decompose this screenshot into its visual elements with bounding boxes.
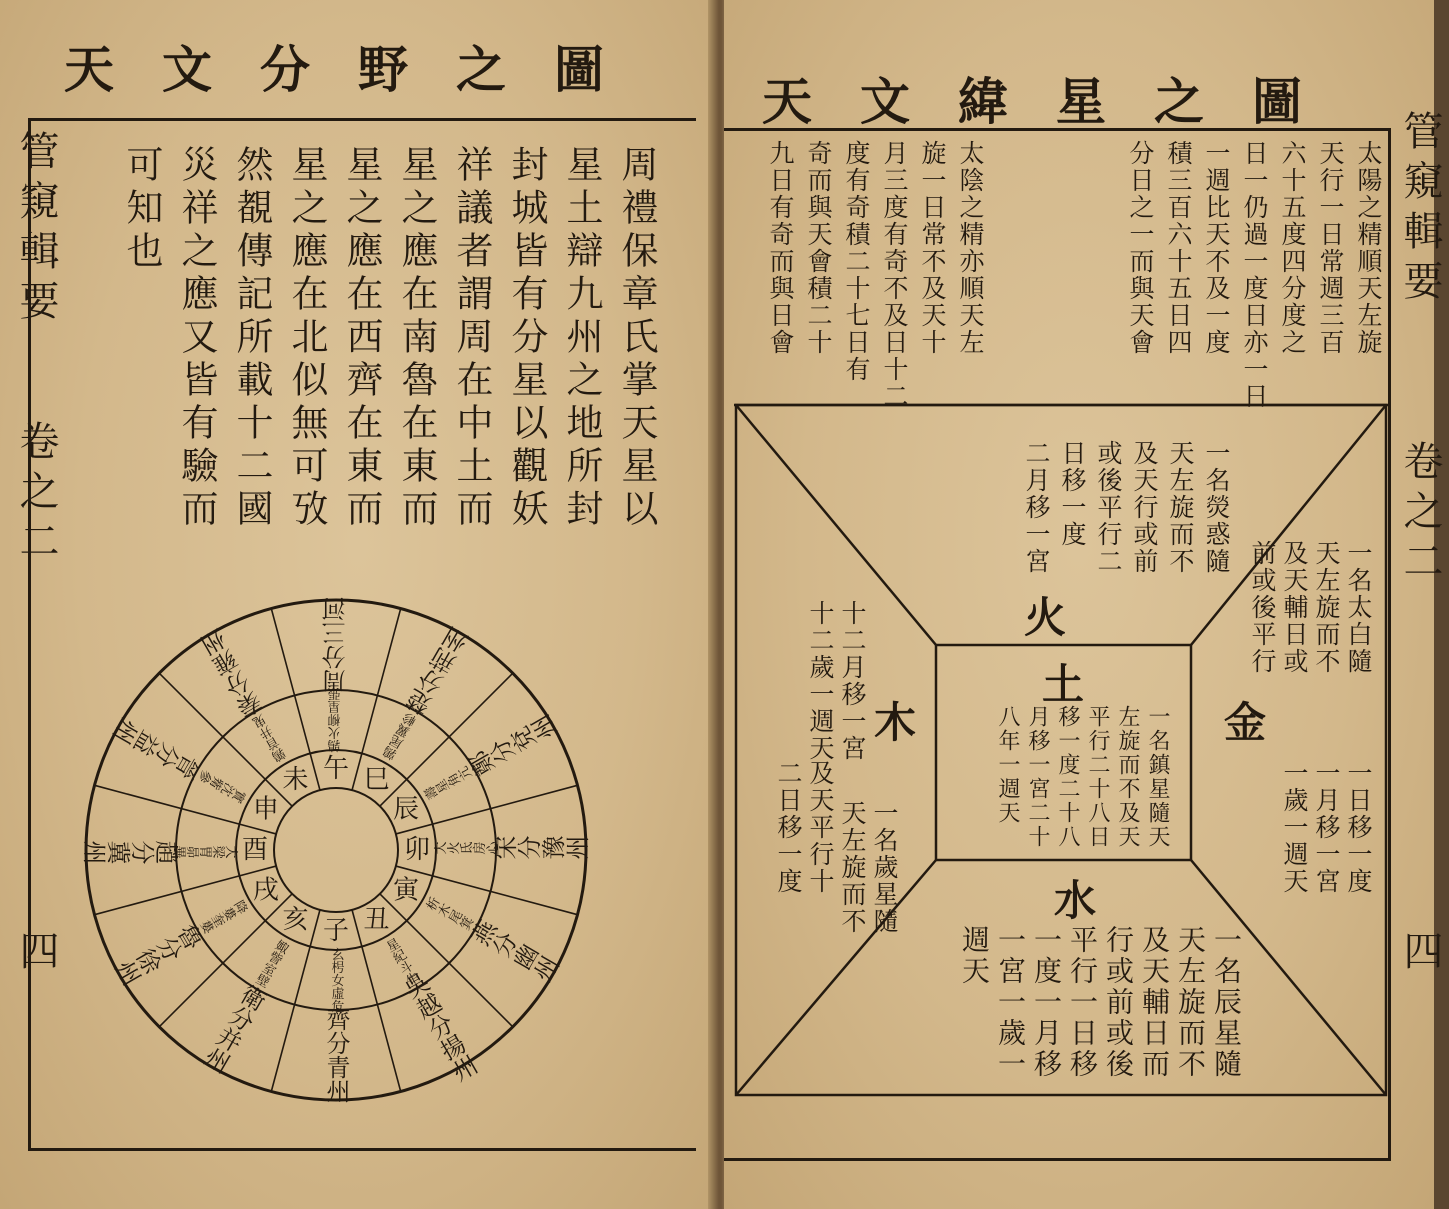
wheel-branch-label: 申 bbox=[252, 794, 279, 825]
wheel-station-label: 玄枵女虛危 bbox=[328, 947, 344, 1013]
wheel-state-label: 秦分雍州 bbox=[197, 623, 270, 722]
wheel-station-label: 大梁胃昴畢 bbox=[173, 842, 239, 858]
wheel-state-label: 魯分徐州 bbox=[109, 916, 208, 989]
wheel-station-label: 娵訾室壁 bbox=[251, 936, 291, 989]
wheel-station-label: 鶉尾翼軫 bbox=[381, 711, 421, 764]
earth-col-4: 移一度二十八 bbox=[1055, 705, 1080, 849]
left-spine-page-number: 四 bbox=[13, 930, 59, 980]
wheel-station-label: 鶉火柳星張 bbox=[328, 687, 344, 753]
wheel-state-label: 燕分幽州 bbox=[464, 916, 563, 989]
sun-col-4: 日一仍過一度日亦一日 bbox=[1240, 140, 1269, 410]
wood-col-5: 十二月移一宮 bbox=[838, 600, 867, 762]
left-text-col-10: 可知也 bbox=[120, 145, 163, 274]
wheel-station-label: 降婁奎婁 bbox=[197, 895, 250, 935]
wood-col-6: 十二歲一週天 bbox=[806, 600, 835, 762]
sun-col-2: 天行一日常週三百 bbox=[1316, 140, 1345, 356]
planet-metal-label: 金 bbox=[1224, 698, 1267, 747]
left-spine-volume: 卷之二 bbox=[13, 420, 59, 570]
wheel-state-label: 周分三河 bbox=[322, 597, 350, 693]
fire-col-2: 天左旋而不 bbox=[1166, 440, 1195, 575]
sun-col-6: 積三百六十五日四 bbox=[1164, 140, 1193, 356]
planet-wood-label: 木 bbox=[874, 698, 917, 747]
sun-col-1: 太陽之精順天左旋 bbox=[1354, 140, 1383, 356]
wheel-branch-label: 午 bbox=[322, 754, 350, 784]
planet-fire-label: 火 bbox=[1024, 593, 1067, 642]
fire-col-4: 或後平行二 bbox=[1094, 440, 1123, 575]
wheel-station-label: 析木尾箕 bbox=[422, 895, 475, 935]
moon-col-3: 月三度有奇不及日十二 bbox=[880, 140, 909, 410]
sun-col-5: 一週比天不及一度 bbox=[1202, 140, 1231, 356]
wheel-branch-label: 丑 bbox=[363, 905, 390, 936]
wheel-branch-label: 酉 bbox=[241, 835, 269, 865]
wheel-station-label: 鶉首井鬼 bbox=[251, 711, 291, 764]
earth-col-3: 平行二十八日 bbox=[1085, 705, 1110, 849]
wheel-state-label: 齊分青州 bbox=[322, 1007, 350, 1103]
water-col-4: 行或前或後 bbox=[1102, 925, 1135, 1080]
planet-earth-label: 土 bbox=[1042, 660, 1085, 709]
metal-col-3: 及天輔日或 bbox=[1280, 540, 1309, 675]
earth-col-5: 月移一宮二十 bbox=[1025, 705, 1050, 849]
metal-col-5: 一日移一度 bbox=[1344, 760, 1373, 895]
right-page bbox=[724, 0, 1443, 1209]
wheel-branch-label: 卯 bbox=[403, 835, 431, 865]
earth-col-1: 一名鎮星隨天 bbox=[1145, 705, 1170, 849]
fire-col-5: 日移一度 bbox=[1058, 440, 1087, 548]
earth-col-2: 左旋而不及天 bbox=[1115, 705, 1140, 849]
wood-col-1: 一名歲星隨 bbox=[870, 800, 899, 935]
wood-col-2: 天左旋而不 bbox=[838, 800, 867, 935]
left-text-col-5: 星之應在南魯在東而 bbox=[395, 145, 438, 532]
left-text-col-4: 祥議者謂周在中土而 bbox=[450, 145, 493, 532]
wheel-state-label: 吳越分揚州 bbox=[396, 968, 481, 1087]
water-col-2: 天左旋而不 bbox=[1174, 925, 1207, 1080]
left-spine-book-title: 管窺輯要 bbox=[13, 130, 59, 330]
left-text-col-9: 災祥之應又皆有驗而 bbox=[175, 145, 218, 532]
moon-col-5: 奇而與天會積二十 bbox=[804, 140, 833, 356]
wheel-state-label: 趙分冀州 bbox=[83, 836, 179, 864]
fire-col-6: 二月移一宮 bbox=[1022, 440, 1051, 575]
left-text-col-7: 星之應在北似無可攷 bbox=[285, 145, 328, 532]
moon-col-6: 九日有奇而與日會 bbox=[766, 140, 795, 356]
fire-col-1: 一名熒惑隨 bbox=[1202, 440, 1231, 575]
wheel-station-label: 星紀斗牛 bbox=[381, 936, 421, 989]
left-page bbox=[0, 0, 716, 1209]
fire-col-3: 及天行或前 bbox=[1130, 440, 1159, 575]
metal-col-4: 前或後平行 bbox=[1248, 540, 1277, 675]
water-col-7: 一宮一歲一 bbox=[994, 925, 1027, 1080]
wheel-state-label: 宋分豫州 bbox=[493, 836, 589, 864]
wood-col-4: 二日移一度 bbox=[774, 760, 803, 895]
right-spine-book-title: 管窺輯要 bbox=[1397, 110, 1443, 310]
left-text-col-1: 周禮保章氏掌天星以 bbox=[615, 145, 658, 532]
wheel-branch-label: 子 bbox=[322, 916, 350, 946]
wheel-station-label: 實沈觜參 bbox=[197, 765, 250, 805]
left-page-title: 天文分野之圖 bbox=[64, 40, 652, 99]
wood-col-3: 及天平行十 bbox=[806, 760, 835, 895]
right-spine-volume: 卷之二 bbox=[1397, 440, 1443, 590]
left-text-col-3: 封城皆有分星以觀妖 bbox=[505, 145, 548, 532]
metal-col-6: 一月移一宮 bbox=[1312, 760, 1341, 895]
wheel-station-label: 大火氐房心 bbox=[433, 842, 499, 858]
right-spine-page-number: 四 bbox=[1397, 930, 1443, 980]
metal-col-2: 天左旋而不 bbox=[1312, 540, 1341, 675]
wheel-branch-label: 辰 bbox=[393, 794, 420, 825]
water-col-1: 一名辰星隨 bbox=[1210, 925, 1243, 1080]
wheel-state-label: 晉分益州 bbox=[109, 711, 208, 784]
left-text-col-6: 星之應在西齊在東而 bbox=[340, 145, 383, 532]
wheel-branch-label: 巳 bbox=[363, 764, 390, 795]
field-allocation-wheel bbox=[0, 0, 716, 1209]
moon-col-1: 太陰之精亦順天左 bbox=[956, 140, 985, 356]
sun-col-3: 六十五度四分度之 bbox=[1278, 140, 1307, 356]
moon-col-4: 度有奇積二十七日有 bbox=[842, 140, 871, 383]
water-col-6: 一度一月移 bbox=[1030, 925, 1063, 1080]
wheel-branch-label: 亥 bbox=[282, 905, 309, 936]
wheel-branch-label: 戌 bbox=[252, 875, 279, 906]
wheel-state-label: 鄭分兗州 bbox=[464, 711, 563, 784]
moon-col-2: 旋一日常不及天十 bbox=[918, 140, 947, 356]
earth-col-6: 八年一週天 bbox=[995, 705, 1020, 825]
left-text-col-2: 星土辯九州之地所封 bbox=[560, 145, 603, 532]
metal-col-1: 一名太白隨 bbox=[1344, 540, 1373, 675]
metal-col-7: 一歲一週天 bbox=[1280, 760, 1309, 895]
water-col-3: 及天輔日而 bbox=[1138, 925, 1171, 1080]
sun-col-7: 分日之一而與天會 bbox=[1126, 140, 1155, 356]
wheel-station-label: 壽星角亢 bbox=[422, 765, 475, 805]
left-text-col-8: 然覩傳記所載十二國 bbox=[230, 145, 273, 532]
wheel-state-label: 楚分荊州 bbox=[402, 623, 475, 722]
wheel-branch-label: 寅 bbox=[393, 875, 420, 906]
wheel-ring bbox=[274, 788, 398, 912]
wheel-state-label: 衛分并州 bbox=[197, 978, 270, 1077]
right-page-title: 天文緯星之圖 bbox=[762, 72, 1350, 131]
planet-water-label: 水 bbox=[1054, 876, 1097, 925]
water-col-8: 週天 bbox=[958, 925, 991, 987]
water-col-5: 平行一日移 bbox=[1066, 925, 1099, 1080]
wheel-branch-label: 未 bbox=[282, 764, 309, 795]
